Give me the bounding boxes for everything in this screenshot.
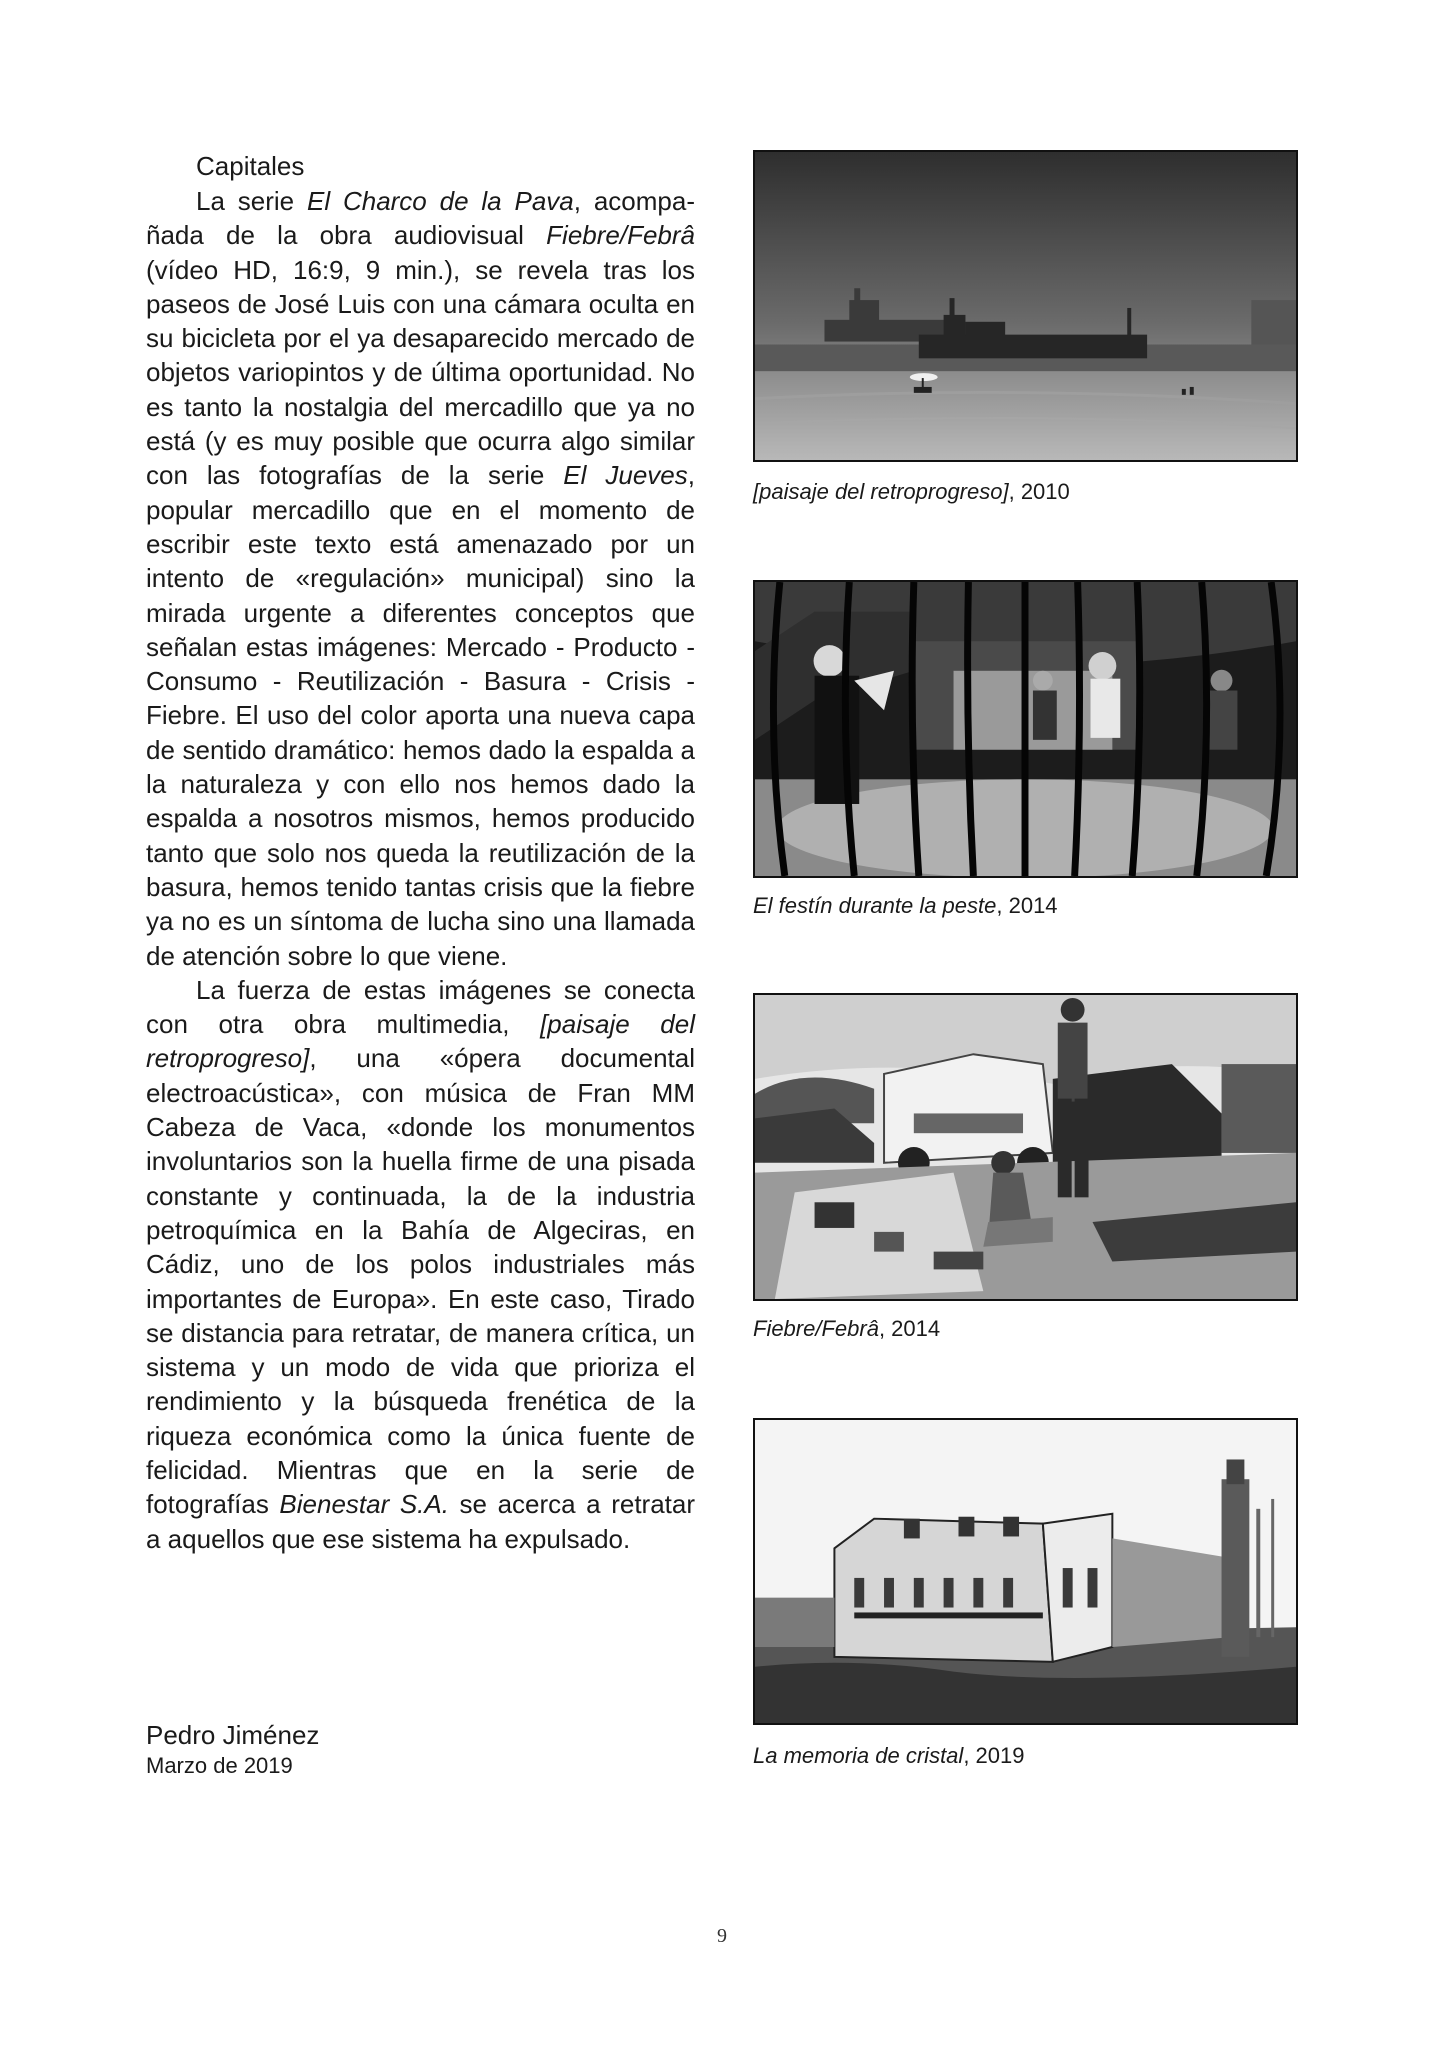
- italic-title: [paisaje del retroprogreso]: [146, 1009, 695, 1074]
- paragraph: [146, 973, 695, 1556]
- text-run: La serie: [196, 186, 307, 216]
- text-run: , una «ópera documental electroacústica», con música de Fran MM Cabeza de Vaca, «donde los monumentos involuntarios son la huella firme de una pisada constante y continuada, la de la industria petroquímica en la Bahía de Algeciras, en Cádiz, uno de los polos industriales más importantes de Europa». En este caso, Tirado se distancia para retratar, de manera crítica, un sistema y un modo de vida que prioriza el rendimiento y la búsqueda frenética de la riqueza económica como la única fuente de felicidad. Mientras que en la serie de fotografías: [146, 1043, 695, 1520]
- page-number: 9: [717, 1925, 727, 1947]
- author-date: Marzo de 2019: [146, 1753, 293, 1778]
- text-run: (vídeo HD, 16:9, 9 min.), se revela tras los paseos de José Luis con una cámara oculta en su bicicleta por el ya desaparecido mercado de objetos variopintos y de última oportunidad. No es tanto la nostalgia del mercadillo que ya no está (y es muy posible que ocurra algo similar con las fotografías de la serie: [146, 254, 695, 491]
- figure-caption: Fiebre/Febrâ, 2014: [753, 1316, 941, 1341]
- figure-caption: La memoria de cristal, 2019: [753, 1743, 1025, 1768]
- text-run: se acerca a retratar a aquellos que ese sistema ha expulsado.: [146, 1489, 695, 1554]
- italic-title: El Jueves: [563, 460, 688, 491]
- figure-caption: El festín durante la peste, 2014: [753, 893, 1058, 918]
- photo-tent-interior: [753, 580, 1298, 878]
- italic-title: El Charco de la Pava: [306, 186, 574, 216]
- author-name: Pedro Jiménez: [146, 1720, 320, 1750]
- text-run: La fuerza de estas imágenes se conecta con otra obra multimedia,: [146, 974, 695, 1040]
- figure-caption: [paisaje del retroprogreso], 2010: [753, 479, 1070, 504]
- article-body: [146, 148, 695, 1556]
- text-run: , acompañada de la obra audiovisual: [146, 186, 695, 251]
- photo-flea-market: [753, 993, 1298, 1301]
- paragraph: [146, 184, 695, 973]
- italic-title: Bienestar S.A.: [279, 1489, 449, 1520]
- italic-title: Fiebre/Febrâ: [546, 220, 695, 251]
- photo-seascape-ships: [753, 150, 1298, 462]
- photo-industrial-building: [753, 1418, 1298, 1725]
- section-heading: Capitales: [196, 151, 305, 181]
- text-run: , popular mercadillo que en el momento de escribir este texto está amenazado por un intento de «regulación» municipal) sino la mirada urgente a diferentes conceptos que señalan estas imágenes: Mercado - Producto - Consumo - Reutilización - Basura - Crisis - Fiebre. El uso del color aporta una nueva capa de sentido dramático: hemos dado la espalda a la naturaleza y con ello nos hemos dado la espalda a nosotros mismos, hemos producido tanto que solo nos queda la reutilización de la basura, hemos tenido tantas crisis que la fiebre ya no es un síntoma de lucha sino una llamada de atención sobre lo que viene.: [146, 460, 695, 971]
